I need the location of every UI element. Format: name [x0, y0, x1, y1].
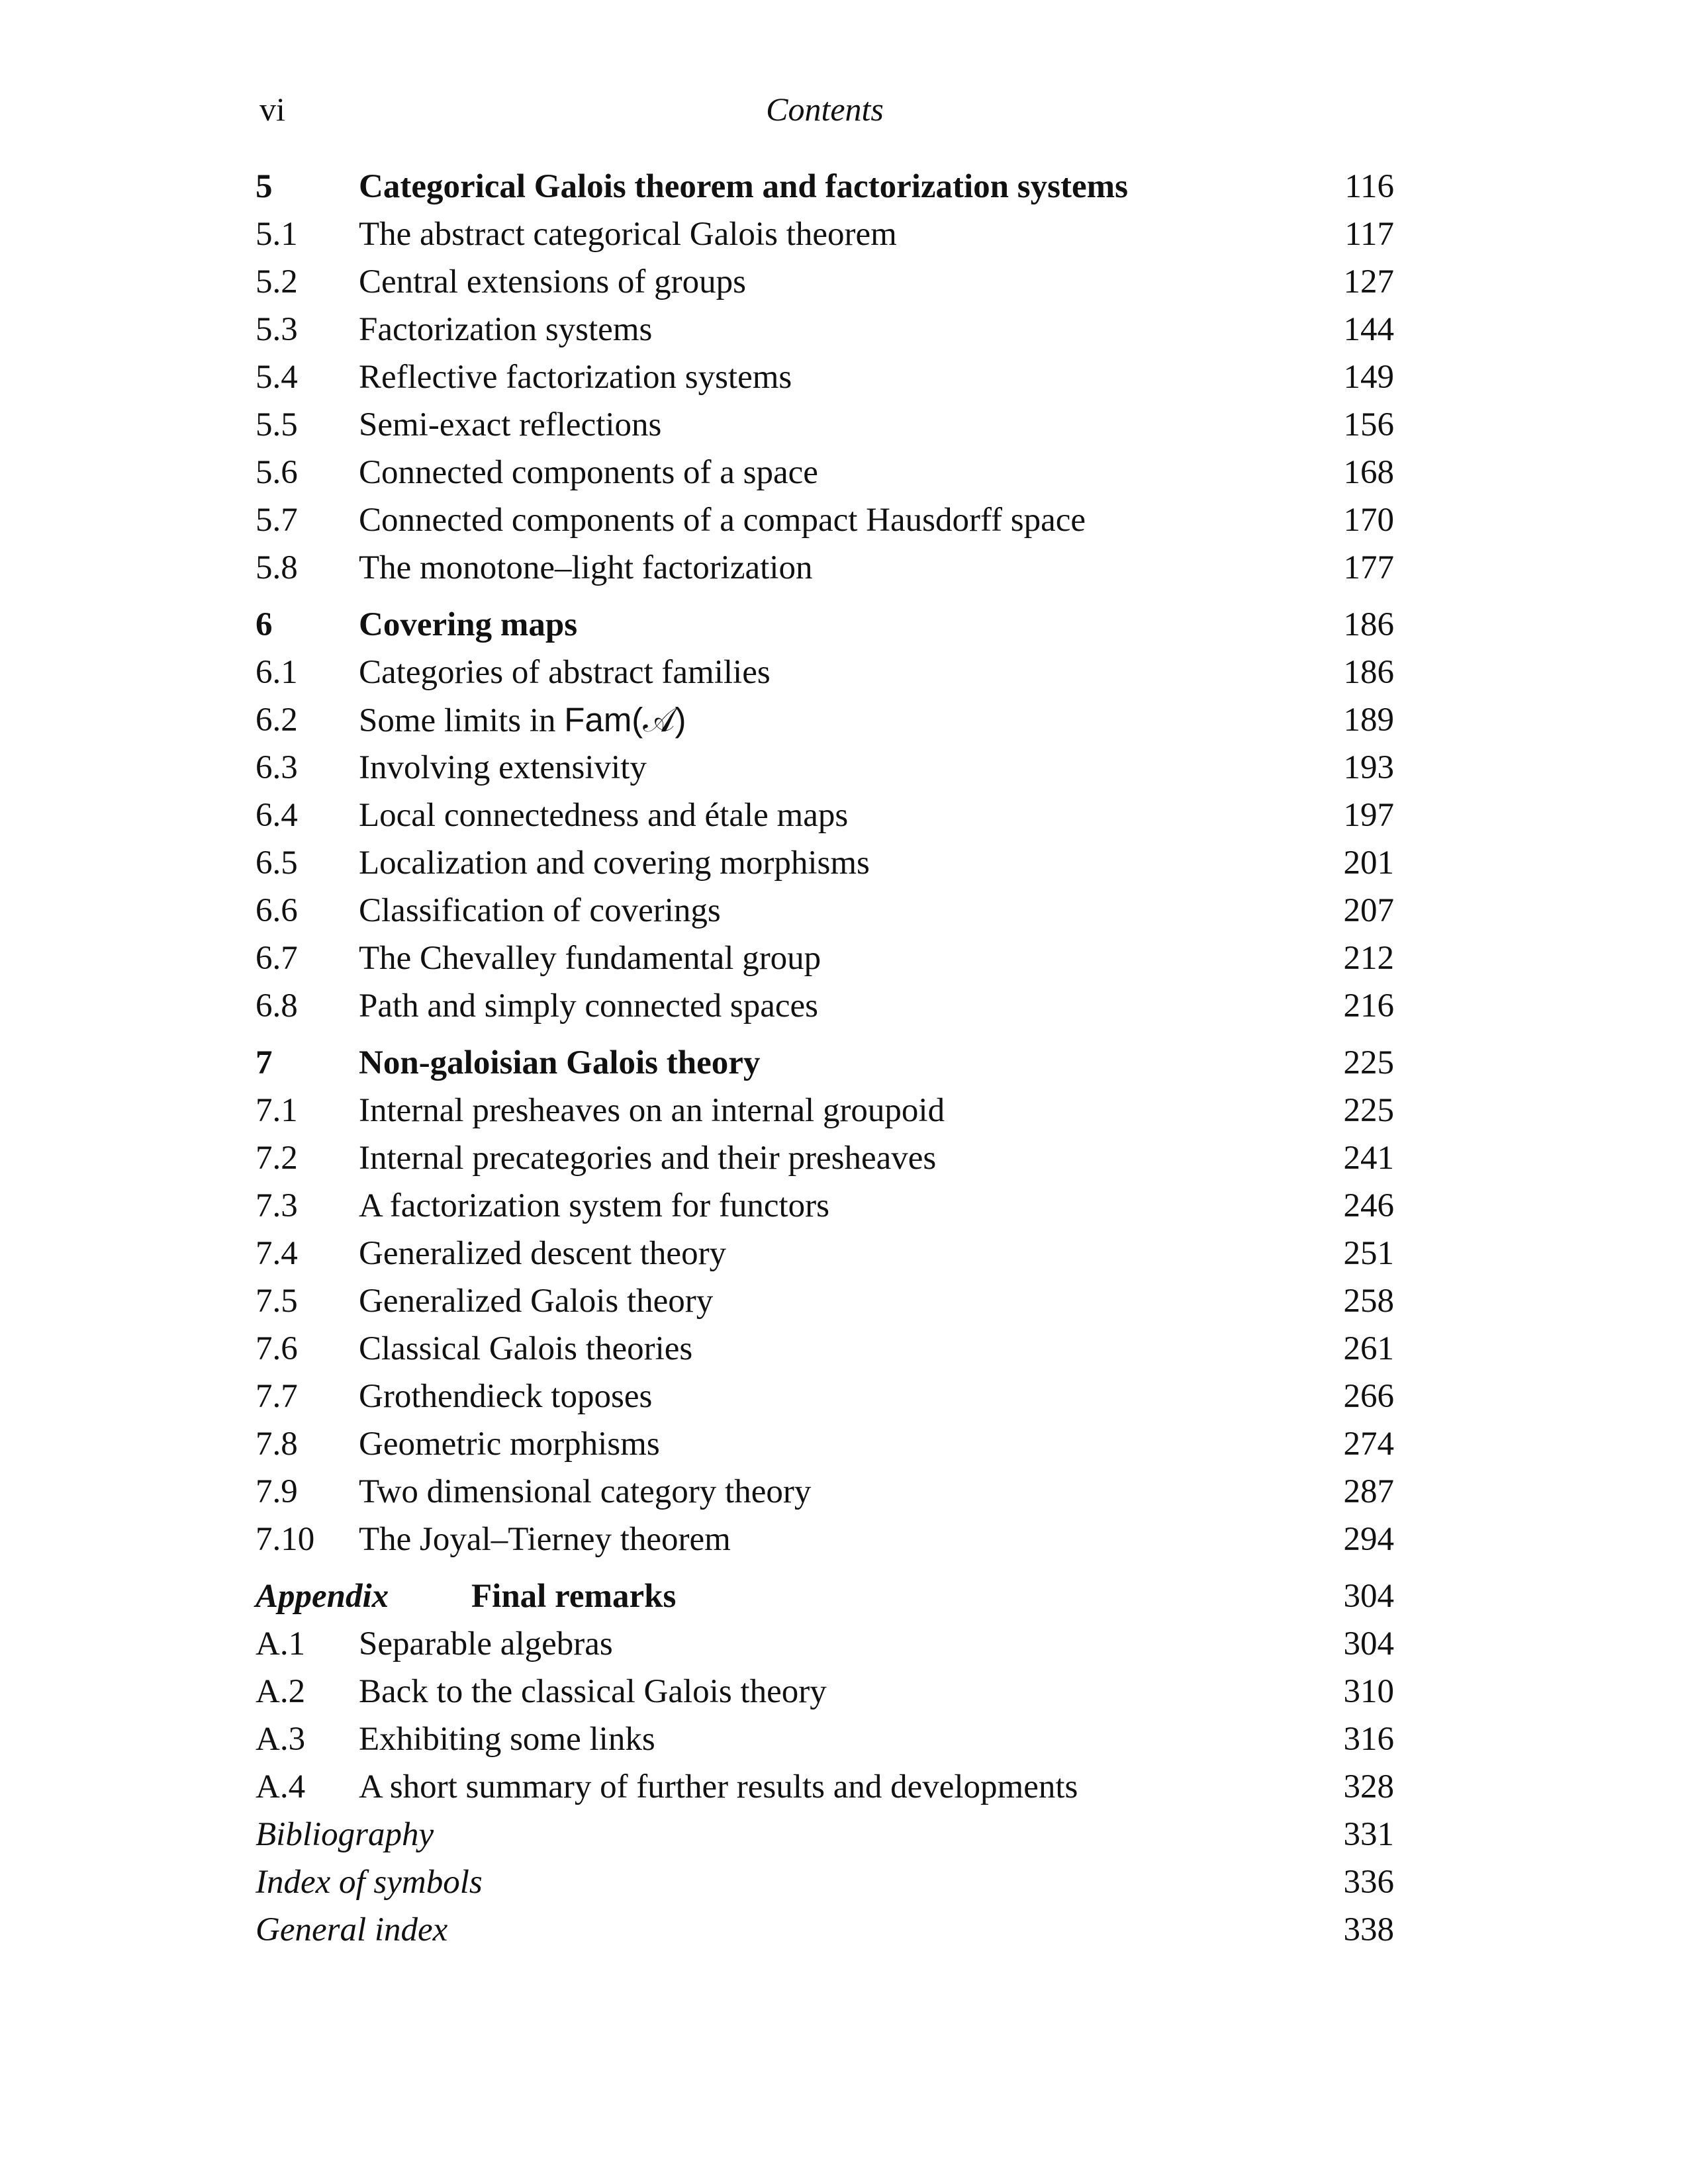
toc-entry[interactable]	[256, 496, 1394, 544]
section-title: The abstract categorical Galois theorem	[359, 216, 897, 253]
section-number: 7.5	[256, 1283, 298, 1320]
section-title: Two dimensional category theory	[359, 1473, 812, 1510]
section-page: 258	[1343, 1283, 1394, 1320]
toc-entry[interactable]	[256, 839, 1394, 887]
toc-entry[interactable]	[256, 1468, 1394, 1516]
section-page: 216	[1343, 987, 1394, 1024]
section-page: 189	[1343, 702, 1394, 739]
section-number: 6.7	[256, 940, 298, 977]
section-title: The monotone–light factorization	[359, 549, 813, 586]
section-page: 117	[1344, 216, 1394, 253]
section-number: A.2	[256, 1673, 306, 1710]
back-matter-title: Bibliography	[256, 1816, 434, 1853]
toc-entry[interactable]	[256, 1325, 1394, 1373]
section-title: A short summary of further results and developments	[359, 1768, 1078, 1805]
toc-entry[interactable]	[256, 1134, 1394, 1182]
section-title: Semi-exact reflections	[359, 406, 662, 443]
section-page: 287	[1343, 1473, 1394, 1510]
toc-entry[interactable]	[256, 887, 1394, 934]
running-head	[256, 90, 1394, 143]
toc-entry[interactable]	[256, 306, 1394, 353]
section-number: A.1	[256, 1625, 306, 1662]
toc-entry[interactable]	[256, 934, 1394, 982]
section-number: 5.6	[256, 454, 298, 491]
toc-entry[interactable]	[256, 1715, 1394, 1763]
section-number: 6.6	[256, 892, 298, 929]
section-page: 310	[1343, 1673, 1394, 1710]
back-matter-title: General index	[256, 1911, 448, 1948]
toc-entry[interactable]	[256, 1087, 1394, 1134]
chapter-page: 225	[1343, 1044, 1394, 1081]
section-number: 7.9	[256, 1473, 298, 1510]
section-title: Classification of coverings	[359, 892, 721, 929]
appendix-heading[interactable]	[256, 1572, 1394, 1620]
chapter-page: 116	[1344, 168, 1394, 205]
section-page: 294	[1343, 1521, 1394, 1558]
toc-entry[interactable]	[256, 1420, 1394, 1468]
section-number: 5.4	[256, 359, 298, 396]
section-title: Categories of abstract families	[359, 654, 771, 691]
section-page: 193	[1343, 749, 1394, 786]
section-page: 186	[1343, 654, 1394, 691]
section-page: 170	[1343, 502, 1394, 539]
section-number: 6.1	[256, 654, 298, 691]
section-number: 7.2	[256, 1140, 298, 1177]
back-matter-page: 338	[1343, 1911, 1394, 1948]
toc-entry[interactable]	[256, 401, 1394, 449]
section-title: A factorization system for functors	[359, 1187, 829, 1224]
section-page: 304	[1343, 1625, 1394, 1662]
chapter-heading[interactable]	[256, 601, 1394, 649]
section-number: 5.1	[256, 216, 298, 253]
section-number: 6.5	[256, 844, 298, 882]
appendix	[256, 1572, 1394, 1954]
section-title: Grothendieck toposes	[359, 1378, 653, 1415]
section-number: 7.1	[256, 1092, 298, 1129]
toc-entry[interactable]	[256, 1620, 1394, 1668]
section-page: 246	[1343, 1187, 1394, 1224]
page-folio: vi	[259, 91, 285, 128]
chapter-7	[256, 1039, 1394, 1563]
section-title: Internal precategories and their presheaves	[359, 1140, 937, 1177]
back-matter-page: 336	[1343, 1864, 1394, 1901]
section-title: Localization and covering morphisms	[359, 844, 870, 882]
section-title: The Chevalley fundamental group	[359, 940, 821, 977]
toc-entry[interactable]	[256, 210, 1394, 258]
section-title: The Joyal–Tierney theorem	[359, 1521, 731, 1558]
toc-entry[interactable]	[256, 1373, 1394, 1420]
toc-entry[interactable]	[256, 649, 1394, 696]
section-number: 7.7	[256, 1378, 298, 1415]
section-page: 266	[1343, 1378, 1394, 1415]
section-number: 6.4	[256, 797, 298, 834]
section-title: Involving extensivity	[359, 749, 647, 786]
section-number: 6.8	[256, 987, 298, 1024]
section-page: 225	[1343, 1092, 1394, 1129]
running-title: Contents	[766, 91, 884, 128]
toc-entry[interactable]	[256, 544, 1394, 592]
section-title: Factorization systems	[359, 311, 653, 348]
section-title	[359, 696, 686, 745]
section-number: A.3	[256, 1721, 306, 1758]
back-matter-title: Index of symbols	[256, 1864, 483, 1901]
toc-entry[interactable]	[256, 792, 1394, 839]
chapter-6	[256, 601, 1394, 1030]
section-number: 7.6	[256, 1330, 298, 1367]
section-page: 251	[1343, 1235, 1394, 1272]
chapter-number: 6	[256, 606, 273, 643]
section-page: 328	[1343, 1768, 1394, 1805]
section-title: Connected components of a compact Hausdorff space	[359, 502, 1086, 539]
chapter-number: 7	[256, 1044, 273, 1081]
section-title: Separable algebras	[359, 1625, 613, 1662]
section-page: 241	[1343, 1140, 1394, 1177]
toc-entry[interactable]	[256, 1668, 1394, 1715]
section-page: 316	[1343, 1721, 1394, 1758]
chapter-page: 186	[1343, 606, 1394, 643]
chapter-title: Covering maps	[359, 606, 578, 643]
chapter-5	[256, 163, 1394, 592]
section-page: 177	[1343, 549, 1394, 586]
section-title: Classical Galois theories	[359, 1330, 693, 1367]
chapter-title: Non-galoisian Galois theory	[359, 1044, 761, 1081]
section-page: 261	[1343, 1330, 1394, 1367]
section-page: 127	[1343, 263, 1394, 300]
section-page: 212	[1343, 940, 1394, 977]
appendix-prefix: Appendix	[256, 1578, 389, 1615]
section-number: 5.5	[256, 406, 298, 443]
section-page: 274	[1343, 1426, 1394, 1463]
section-number: 6.3	[256, 749, 298, 786]
section-page: 201	[1343, 844, 1394, 882]
chapter-number: 5	[256, 168, 273, 205]
section-title: Connected components of a space	[359, 454, 818, 491]
section-number: 7.4	[256, 1235, 298, 1272]
section-title: Generalized Galois theory	[359, 1283, 714, 1320]
toc-entry[interactable]	[256, 1230, 1394, 1277]
toc-entry[interactable]	[256, 449, 1394, 496]
section-page: 144	[1343, 311, 1394, 348]
section-title: Geometric morphisms	[359, 1426, 660, 1463]
section-number: 5.8	[256, 549, 298, 586]
section-title: Exhibiting some links	[359, 1721, 655, 1758]
toc-entry-bibliography[interactable]	[256, 1811, 1394, 1858]
section-number: 7.8	[256, 1426, 298, 1463]
section-page: 168	[1343, 454, 1394, 491]
section-page: 156	[1343, 406, 1394, 443]
section-number: 5.3	[256, 311, 298, 348]
section-number: A.4	[256, 1768, 306, 1805]
section-number: 5.7	[256, 502, 298, 539]
appendix-title: Final remarks	[471, 1578, 677, 1615]
section-number: 5.2	[256, 263, 298, 300]
chapter-heading[interactable]	[256, 163, 1394, 210]
toc-entry[interactable]	[256, 982, 1394, 1030]
math-fam-notation: Fam(𝒜)	[564, 701, 686, 739]
back-matter-page: 331	[1343, 1816, 1394, 1853]
toc-entry[interactable]	[256, 1277, 1394, 1325]
toc-entry-general-index[interactable]	[256, 1906, 1394, 1954]
chapter-title: Categorical Galois theorem and factorization systems	[359, 168, 1128, 205]
section-page: 149	[1343, 359, 1394, 396]
section-title: Path and simply connected spaces	[359, 987, 818, 1024]
appendix-page: 304	[1343, 1578, 1394, 1615]
section-title: Generalized descent theory	[359, 1235, 727, 1272]
section-title: Local connectedness and étale maps	[359, 797, 849, 834]
toc-entry[interactable]	[256, 744, 1394, 792]
toc-entry[interactable]	[256, 696, 1394, 744]
section-page: 207	[1343, 892, 1394, 929]
section-number: 7.3	[256, 1187, 298, 1224]
table-of-contents	[256, 163, 1394, 1963]
section-title-text: Some limits in	[359, 702, 565, 739]
section-title: Central extensions of groups	[359, 263, 746, 300]
toc-entry[interactable]	[256, 1182, 1394, 1230]
toc-entry[interactable]	[256, 258, 1394, 306]
section-number: 6.2	[256, 702, 298, 739]
toc-entry[interactable]	[256, 353, 1394, 401]
section-title: Internal presheaves on an internal groupoid	[359, 1092, 945, 1129]
chapter-heading[interactable]	[256, 1039, 1394, 1087]
section-title: Reflective factorization systems	[359, 359, 792, 396]
toc-entry[interactable]	[256, 1763, 1394, 1811]
toc-entry[interactable]	[256, 1516, 1394, 1563]
section-title: Back to the classical Galois theory	[359, 1673, 827, 1710]
toc-entry-index-of-symbols[interactable]	[256, 1858, 1394, 1906]
section-number: 7.10	[256, 1521, 315, 1558]
section-page: 197	[1343, 797, 1394, 834]
